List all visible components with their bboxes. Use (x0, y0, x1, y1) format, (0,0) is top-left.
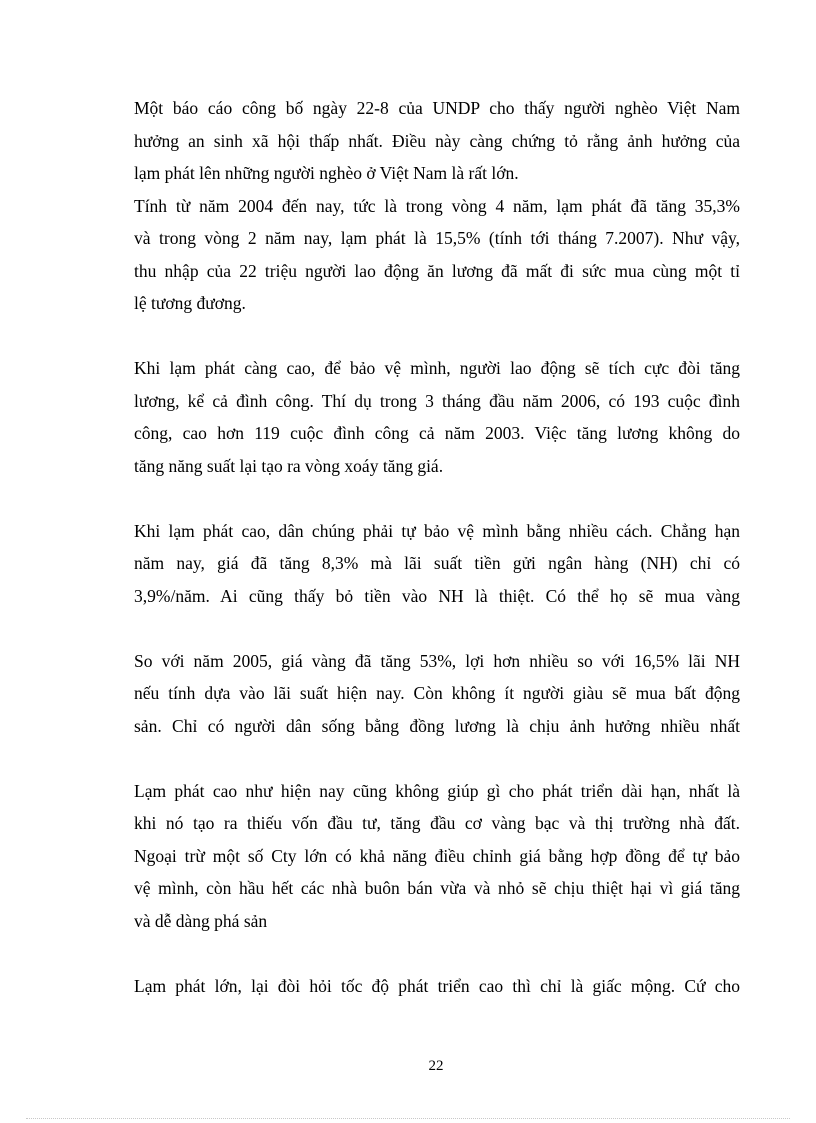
text-line: và dễ dàng phá sản (134, 910, 268, 931)
text-line: Khi lạm phát càng cao, để bảo vệ mình, người lao động sẽ tích cực đòi tăng (134, 358, 740, 378)
paragraph-spacer (134, 320, 740, 353)
text-line: 3,9%/năm. Ai cũng thấy bỏ tiền vào NH là thiệt. Có thể họ sẽ mua vàng (134, 585, 740, 606)
text-line: hưởng an sinh xã hội thấp nhất. Điều này càng chứng tỏ rằng ảnh hưởng của (134, 130, 740, 151)
text-line: khi nó tạo ra thiếu vốn đầu tư, tăng đầu cơ vàng bạc và thị trường nhà đất. (134, 813, 740, 833)
text-line: Ngoại trừ một số Cty lớn có khả năng điều chỉnh giá bằng hợp đồng để tự bảo (134, 845, 740, 866)
text-line: lệ tương đương. (134, 293, 246, 313)
text-line: Tính từ năm 2004 đến nay, tức là trong vòng 4 năm, lạm phát đã tăng 35,3% (134, 195, 740, 216)
paragraph-undp-report (134, 92, 740, 190)
paragraph-growth-dream (134, 970, 740, 1003)
page-bottom-divider (26, 1118, 790, 1119)
text-line: Lạm phát lớn, lại đòi hỏi tốc độ phát triển cao thì chỉ là giấc mộng. Cứ cho (134, 975, 740, 996)
paragraph-spacer (134, 612, 740, 645)
text-line: thu nhập của 22 triệu người lao động ăn lương đã mất đi sức mua cùng một tỉ (134, 260, 740, 281)
text-line: lạm phát lên những người nghèo ở Việt Nam là rất lớn. (134, 163, 519, 183)
paragraph-wage-strikes (134, 352, 740, 482)
text-line: vệ mình, còn hầu hết các nhà buôn bán vừa và nhỏ sẽ chịu thiệt hại vì giá tăng (134, 878, 740, 898)
paragraph-spacer (134, 937, 740, 970)
text-line: nếu tính dựa vào lãi suất hiện nay. Còn không ít người giàu sẽ mua bất động (134, 683, 740, 703)
paragraph-spacer (134, 482, 740, 515)
text-line: sản. Chỉ có người dân sống bằng đồng lương là chịu ảnh hưởng nhiều nhất (134, 715, 740, 736)
paragraph-savings-interest (134, 515, 740, 613)
page-number: 22 (428, 1058, 444, 1074)
text-line: lương, kể cả đình công. Thí dụ trong 3 tháng đầu năm 2006, có 193 cuộc đình (134, 390, 740, 411)
paragraph-spacer (134, 742, 740, 775)
paragraph-gold-real-estate (134, 645, 740, 743)
text-line: tăng năng suất lại tạo ra vòng xoáy tăng giá. (134, 455, 444, 476)
paragraph-inflation-since-2004 (134, 190, 740, 320)
text-line: năm nay, giá đã tăng 8,3% mà lãi suất tiền gửi ngân hàng (NH) chỉ có (134, 553, 740, 573)
text-line: Một báo cáo công bố ngày 22-8 của UNDP cho thấy người nghèo Việt Nam (134, 98, 740, 118)
text-line: So với năm 2005, giá vàng đã tăng 53%, lợi hơn nhiều so với 16,5% lãi NH (134, 650, 740, 671)
text-line: Khi lạm phát cao, dân chúng phải tự bảo vệ mình bằng nhiều cách. Chẳng hạn (134, 520, 740, 541)
text-line: công, cao hơn 119 cuộc đình công cả năm 2003. Việc tăng lương không do (134, 423, 740, 443)
text-line: và trong vòng 2 năm nay, lạm phát là 15,5% (tính tới tháng 7.2007). Như vậy, (134, 228, 740, 248)
body-text (134, 92, 740, 1002)
text-line: Lạm phát cao như hiện nay cũng không giúp gì cho phát triển dài hạn, nhất là (134, 780, 740, 801)
paragraph-long-term-development (134, 775, 740, 938)
